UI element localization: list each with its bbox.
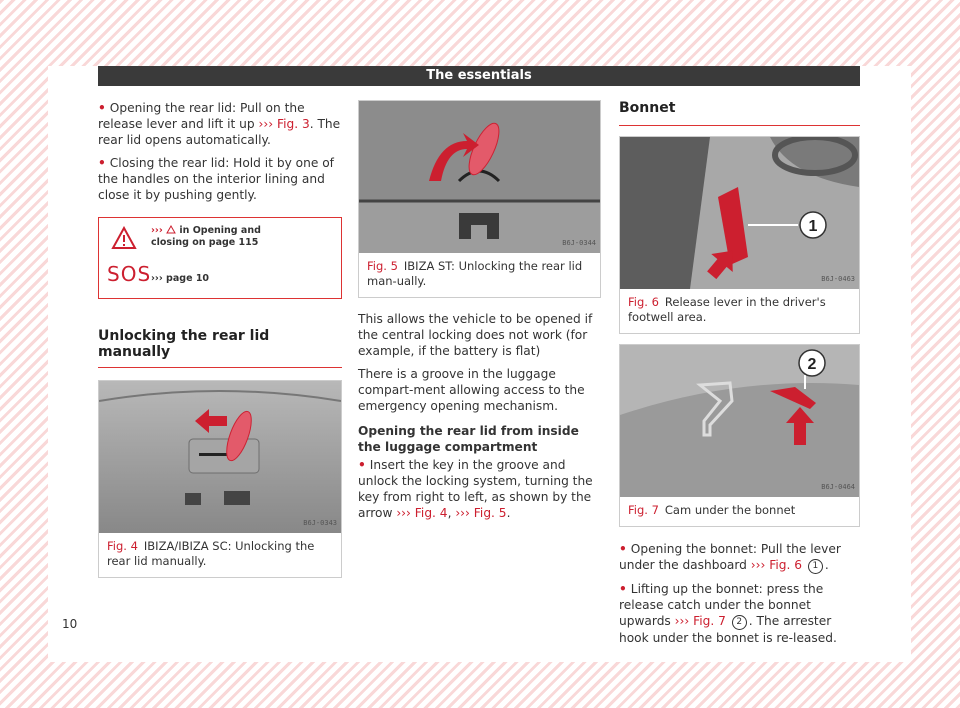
callout-2-marker: 2 bbox=[807, 356, 817, 373]
subheading-inside-luggage: Opening the rear lid from inside the luggage compartment bbox=[358, 424, 579, 454]
section-title-bonnet: Bonnet bbox=[619, 100, 860, 126]
luggage-lid-illustration bbox=[359, 101, 600, 253]
sos-reference[interactable]: ››› page 10 bbox=[151, 273, 210, 284]
bullet-icon: • bbox=[619, 582, 627, 596]
figure-7-caption: Fig. 7 Cam under the bonnet bbox=[628, 503, 796, 517]
column-2 bbox=[358, 100, 601, 528]
figure-4-caption: Fig. 4 IBIZA/IBIZA SC: Unlocking the rear lid manually. bbox=[107, 539, 315, 568]
bullet-icon: • bbox=[619, 542, 627, 556]
figure-5-image bbox=[359, 101, 600, 253]
fig-5-link[interactable]: ››› Fig. 5 bbox=[455, 506, 507, 520]
footwell-illustration bbox=[620, 137, 859, 289]
figure-code: B6J-0463 bbox=[821, 275, 855, 283]
warning-triangle-icon bbox=[111, 226, 137, 250]
figure-5 bbox=[358, 100, 601, 298]
bullet-icon: • bbox=[98, 156, 106, 170]
figure-7 bbox=[619, 344, 860, 527]
callout-2: 2 bbox=[732, 615, 747, 630]
warning-reference[interactable]: ››› in Opening and closing on page 115 bbox=[151, 225, 261, 248]
fig-3-link[interactable]: ››› Fig. 3 bbox=[258, 117, 310, 131]
figure-code: B6J-0344 bbox=[562, 239, 596, 247]
sos-label: SOS bbox=[107, 262, 152, 286]
bullet-opening-bonnet: • Opening the bonnet: Pull the lever under the dashboard ››› Fig. 6 1 . bbox=[619, 542, 841, 572]
figure-5-caption: Fig. 5 IBIZA ST: Unlocking the rear lid man-ually. bbox=[367, 259, 583, 288]
bullet-insert-key: • Insert the key in the groove and unlock the locking system, turning the key from right to left, as shown by the arrow ››› Fig. 4, ››› Fig. 5. bbox=[358, 458, 593, 520]
page-number: 10 bbox=[62, 617, 78, 631]
figure-4 bbox=[98, 380, 342, 578]
header-bar: The essentials bbox=[98, 66, 860, 86]
bullet-icon: • bbox=[98, 101, 106, 115]
figure-6-caption: Fig. 6 Release lever in the driver's footwell area. bbox=[628, 295, 826, 324]
small-warning-icon bbox=[166, 225, 176, 234]
section-title-unlocking: Unlocking the rear lid manually bbox=[98, 328, 342, 368]
fig-4-link[interactable]: ››› Fig. 4 bbox=[396, 506, 448, 520]
callout-1-marker: 1 bbox=[808, 218, 818, 235]
rear-lid-illustration bbox=[99, 381, 341, 533]
figure-6 bbox=[619, 136, 860, 334]
fig-6-link[interactable]: ››› Fig. 6 bbox=[750, 558, 803, 572]
warning-note-box bbox=[98, 217, 342, 299]
figure-7-image bbox=[620, 345, 859, 497]
figure-4-image bbox=[99, 381, 341, 533]
bonnet-cam-illustration bbox=[620, 345, 859, 497]
paragraph-central-locking: This allows the vehicle to be opened if the central locking does not work (for example, if the battery is flat) bbox=[358, 312, 593, 358]
bullet-lifting-bonnet: • Lifting up the bonnet: press the release catch under the bonnet upwards ››› Fig. 7 2 . The arrester hook under the bonnet is re-leased. bbox=[619, 582, 837, 645]
column-1 bbox=[98, 100, 342, 578]
figure-code: B6J-0464 bbox=[821, 483, 855, 491]
figure-code: B6J-0343 bbox=[303, 519, 337, 527]
fig-7-link[interactable]: ››› Fig. 7 bbox=[674, 614, 726, 628]
figure-6-image bbox=[620, 137, 859, 289]
bullet-icon: • bbox=[358, 458, 366, 472]
bullet-closing-rear-lid: • Closing the rear lid: Hold it by one of the handles on the interior lining and close it by pushing gently. bbox=[98, 156, 334, 202]
paragraph-groove: There is a groove in the luggage compart-ment allowing access to the emergency opening mechanism. bbox=[358, 367, 585, 413]
column-3 bbox=[619, 100, 860, 653]
callout-1: 1 bbox=[808, 559, 823, 574]
bullet-opening-rear-lid: • Opening the rear lid: Pull on the release lever and lift it up ››› Fig. 3. The rear lid opens automatically. bbox=[98, 101, 341, 147]
